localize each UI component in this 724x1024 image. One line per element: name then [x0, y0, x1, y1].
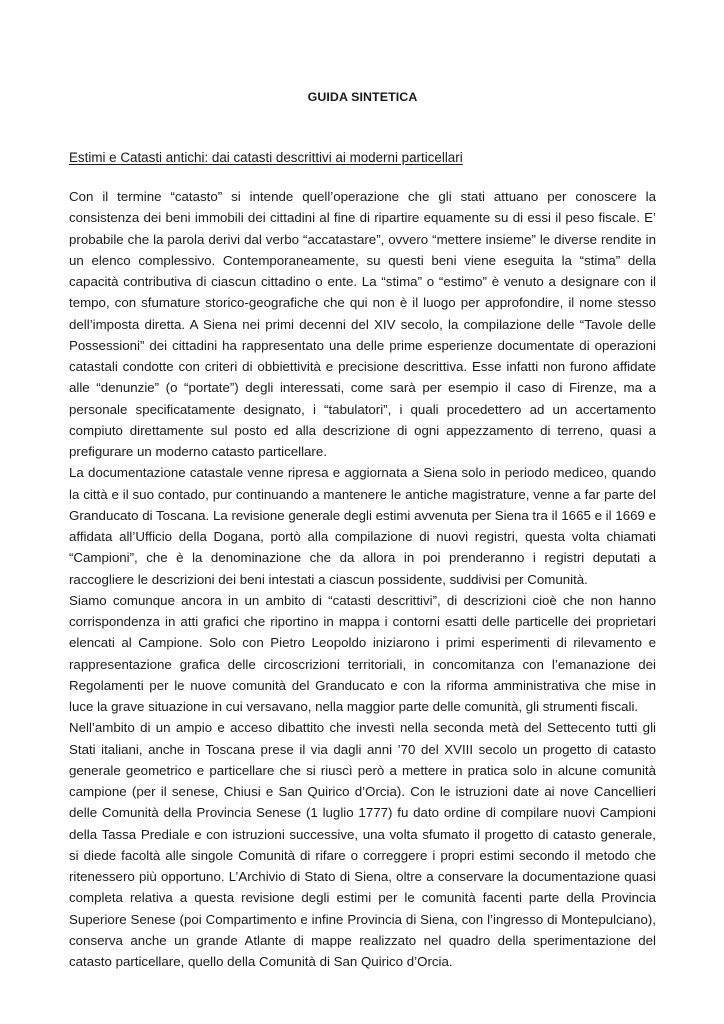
paragraph: La documentazione catastale venne ripresa e aggiornata a Siena solo in periodo mediceo, quando la città e il suo contado, pur continuando a mantenere le antiche magistrature, venne a far parte del Granducato di Toscana. La revisione generale degli estimi avvenuta per Siena tra il 1665 e il 1669 e affidata all’Ufficio della Dogana, portò alla compilazione di nuovi registri, questa volta chiamati “Campioni”, che è la denominazione che da allora in poi prenderanno i registri deputati a raccogliere le descrizioni dei beni intestati a ciascun possidente, suddivisi per Comunità. — [69, 465, 656, 587]
document-body — [69, 186, 656, 972]
paragraph: Con il termine “catasto” si intende quell’operazione che gli stati attuano per conoscere la consistenza dei beni immobili dei cittadini al fine di ripartire equamente su di essi il peso fiscale. E’ probabile che la parola derivi dal verbo “accatastare”, ovvero “mettere insieme” le diverse rendite in un elenco complessivo. Contemporaneamente, su questi beni viene eseguita la “stima” della capacità contributiva di ciascun cittadino o ente. La “stima” o “estimo” è venuto a designare con il tempo, con sfumature storico-geografiche che qui non è il luogo per approfondire, il nome stesso dell’imposta diretta. A Siena nei primi decenni del XIV secolo, la compilazione delle “Tavole delle Possessioni” dei cittadini ha rappresentato una delle prime esperienze documentate di operazioni catastali condotte con criteri di obbiettività e precisione descrittiva. Esse infatti non furono affidate alle “denunzie” (o “portate”) degli interessati, come sarà per esempio il caso di Firenze, ma a personale specificatamente designato, i “tabulatori”, i quali procedettero ad un accertamento compiuto direttamente sul posto ed alla descrizione di ogni appezzamento di terreno, quasi a prefigurare un moderno catasto particellare. — [69, 189, 656, 459]
paragraph: Siamo comunque ancora in un ambito di “catasti descrittivi”, di descrizioni cioè che non hanno corrispondenza in atti grafici che riportino in mappa i contorni esatti delle particelle dei proprietari elencati al Campione. Solo con Pietro Leopoldo iniziarono i primi esperimenti di rilevamento e rappresentazione grafica delle circoscrizioni territoriali, in concomitanza con l’emanazione dei Regolamenti per le nuove comunità del Granducato e con la riforma amministrativa che mise in luce la grave situazione in cui versavano, nella maggior parte delle comunità, gli strumenti fiscali. — [69, 592, 656, 714]
document-title: GUIDA SINTETICA — [307, 90, 418, 104]
section-heading: Estimi e Catasti antichi: dai catasti descrittivi ai moderni particellari — [69, 150, 463, 165]
paragraph: Nell’ambito di un ampio e acceso dibattito che investì nella seconda metà del Settecento tutti gli Stati italiani, anche in Toscana prese il via dagli anni ’70 del XVIII secolo un progetto di catasto generale geometrico e particellare che si riuscì però a mettere in pratica solo in alcune comunità campione (per il senese, Chiusi e San Quirico d’Orcia). Con le istruzioni date ai nove Cancellieri delle Comunità della Provincia Senese (1 luglio 1777) fu dato ordine di compilare nuovi Campioni della Tassa Prediale e con istruzioni successive, una volta sfumato il progetto di catasto generale, si diede facoltà alle singole Comunità di rifare o correggere i propri estimi secondo il metodo che ritenessero più opportuno. L’Archivio di Stato di Siena, oltre a conservare la documentazione quasi completa relativa a questa revisione degli estimi per le comunità facenti parte della Provincia Superiore Senese (poi Compartimento e infine Provincia di Siena, con l’ingresso di Montepulciano), conserva anche un grande Atlante di mappe realizzato nel quadro della sperimentazione del catasto particellare, quello della Comunità di San Quirico d’Orcia. — [69, 720, 656, 969]
